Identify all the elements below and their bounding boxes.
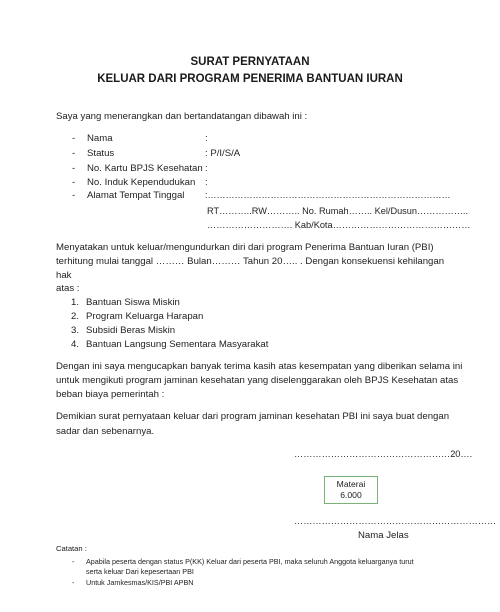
document-title: SURAT PERNYATAAN [190,56,310,68]
signature-dots-line: ………………………………………………………… [294,516,497,526]
closing-line: sadar dan sebenarnya. [56,426,155,437]
field-label-nama: Nama [87,133,113,144]
note-bullet: - [72,578,75,587]
statement-line: atas : [56,283,80,294]
thanks-line: beban biaya pemerintah : [56,389,165,400]
field-bullet: - [72,148,76,159]
field-value-alamat: :……………………………………………………………………… [205,190,451,200]
field-label-status: Status [87,148,115,159]
field-value-nama: : [205,133,208,144]
signature-date-line: ……………………………………………20…. [294,449,473,459]
note-line: Untuk Jamkesmas/KIS/PBI APBN [86,578,194,587]
field-bullet: - [72,177,76,188]
field-bullet: - [72,133,76,144]
intro-text: Saya yang menerangkan dan bertandatangan dibawah ini : [56,111,308,122]
materai-label: Materai [336,479,366,489]
statement-line: Menyatakan untuk keluar/mengundurkan diri dari program Penerima Bantuan Iuran (PBI) [56,242,434,253]
list-text: Program Keluarga Harapan [86,311,204,322]
list-number: 3. [71,325,80,336]
list-text: Bantuan Langsung Sementara Masyarakat [86,339,269,350]
list-number: 2. [71,311,80,322]
thanks-line: untuk mengikuti program jaminan kesehatan yang diselenggarakan oleh BPJS Kesehatan atas [56,375,459,386]
thanks-line: Dengan ini saya mengucapkan banyak terima kasih atas kesempatan yang diberikan selama ini [56,361,463,372]
note-bullet: - [72,557,75,566]
list-text: Subsidi Beras Miskin [86,325,176,336]
field-label-nik: No. Induk Kependudukan [87,177,196,188]
note-line: Apabila peserta dengan status P(KK) Keluar dari peserta PBI, maka seluruh Anggota keluarganya turut [86,557,414,566]
note-line: serta keluar Dari kepesertaan PBI [86,567,194,576]
notes-heading: Catatan : [56,544,87,553]
statement-line: hak [56,270,72,281]
list-number: 1. [71,297,80,308]
document-subtitle: KELUAR DARI PROGRAM PENERIMA BANTUAN IURAN [97,73,403,85]
statement-line: terhitung mulai tanggal ……… Bulan……… Tahun 20….. . Dengan konsekuensi kehilangan [56,256,445,267]
field-value-status: : P/I/S/A [205,148,241,159]
materai-value: 6.000 [340,490,362,500]
signature-name: Nama Jelas [358,530,409,541]
field-bullet: - [72,163,76,174]
address-line-rt: RT………..RW……….. No. Rumah…….. Kel/Dusun…………….. [207,206,469,216]
address-line-kab: ………………………. Kab/Kota……………………………………… [207,220,471,230]
list-text: Bantuan Siswa Miskin [86,297,180,308]
field-label-alamat: Alamat Tempat Tinggal [87,190,185,201]
closing-line: Demikian surat pernyataan keluar dari program jaminan kesehatan PBI ini saya buat dengan [56,411,450,422]
field-label-bpjs: No. Kartu BPJS Kesehatan [87,163,203,174]
list-number: 4. [71,339,80,350]
materai-stamp-box [324,476,378,504]
field-value-nik: : [205,177,208,188]
field-value-bpjs: : [205,163,208,174]
field-bullet: - [72,190,76,201]
